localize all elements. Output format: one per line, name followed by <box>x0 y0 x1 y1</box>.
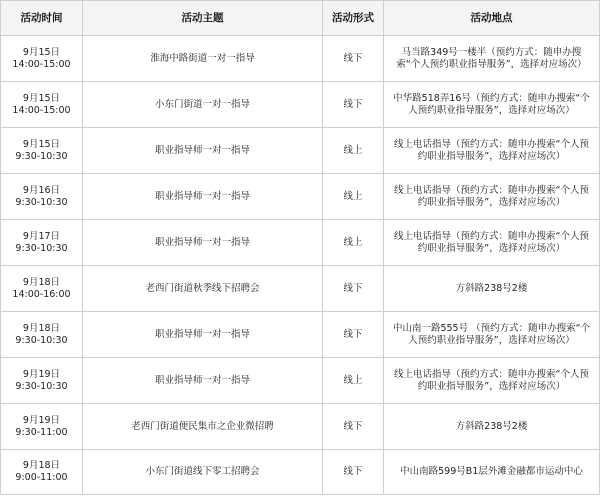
cell-topic: 小东门街道线下零工招聘会 <box>83 450 323 495</box>
cell-time <box>1 358 83 404</box>
cell-form: 线下 <box>323 404 384 450</box>
cell-hours: 14:00-15:00 <box>12 58 71 70</box>
cell-form: 线下 <box>323 266 384 312</box>
cell-topic: 职业指导师一对一指导 <box>83 174 323 220</box>
cell-form: 线下 <box>323 450 384 495</box>
cell-location: 线上电话指导（预约方式：随申办搜索“个人预约职业指导服务”，选择对应场次） <box>384 174 600 220</box>
cell-date: 9月18日 <box>22 276 61 288</box>
cell-time <box>1 82 83 128</box>
cell-date: 9月18日 <box>22 460 61 471</box>
cell-location: 方斜路238号2楼 <box>384 266 600 312</box>
cell-form: 线上 <box>323 128 384 174</box>
table-row <box>1 266 600 312</box>
table-row <box>1 312 600 358</box>
cell-location: 中山南一路555号 （预约方式：随申办搜索“个人预约职业指导服务”，选择对应场次） <box>384 312 600 358</box>
cell-hours: 14:00-15:00 <box>12 104 71 116</box>
cell-topic: 老西门街道秋季线下招聘会 <box>83 266 323 312</box>
cell-hours: 9:30-10:30 <box>15 334 68 346</box>
cell-hours: 9:30-10:30 <box>15 196 68 208</box>
cell-form: 线下 <box>323 82 384 128</box>
header-time: 活动时间 <box>1 1 83 36</box>
cell-time <box>1 266 83 312</box>
cell-topic: 职业指导师一对一指导 <box>83 128 323 174</box>
cell-form: 线上 <box>323 220 384 266</box>
cell-date: 9月19日 <box>22 368 61 380</box>
cell-date: 9月15日 <box>22 46 61 58</box>
cell-time <box>1 174 83 220</box>
cell-topic: 小东门街道一对一指导 <box>83 82 323 128</box>
cell-location: 方斜路238号2楼 <box>384 404 600 450</box>
cell-location: 中山南路599号B1层外滩金融都市运动中心 <box>384 450 600 495</box>
cell-hours: 14:00-16:00 <box>12 288 71 300</box>
cell-hours: 9:30-10:30 <box>15 380 68 392</box>
cell-topic: 老西门街道便民集市之企业微招聘 <box>83 404 323 450</box>
cell-hours: 9:00-11:00 <box>15 472 68 483</box>
cell-location: 线上电话指导（预约方式：随申办搜索“个人预约职业指导服务”，选择对应场次） <box>384 220 600 266</box>
cell-location: 线上电话指导（预约方式：随申办搜索“个人预约职业指导服务”，选择对应场次） <box>384 358 600 404</box>
cell-date: 9月17日 <box>22 230 61 242</box>
table-row <box>1 220 600 266</box>
cell-hours: 9:30-10:30 <box>15 150 68 162</box>
cell-location: 线上电话指导（预约方式：随申办搜索“个人预约职业指导服务”，选择对应场次） <box>384 128 600 174</box>
cell-form: 线下 <box>323 36 384 82</box>
table-row <box>1 174 600 220</box>
cell-hours: 9:30-10:30 <box>15 242 68 254</box>
cell-time <box>1 220 83 266</box>
table-row <box>1 450 600 495</box>
header-topic: 活动主题 <box>83 1 323 36</box>
cell-date: 9月15日 <box>22 138 61 150</box>
cell-topic: 淮海中路街道一对一指导 <box>83 36 323 82</box>
cell-date: 9月18日 <box>22 322 61 334</box>
table-row <box>1 358 600 404</box>
cell-topic: 职业指导师一对一指导 <box>83 358 323 404</box>
cell-date: 9月16日 <box>22 184 61 196</box>
cell-time <box>1 128 83 174</box>
cell-location: 中华路518弄16号（预约方式：随申办搜索“个人预约职业指导服务”，选择对应场次） <box>384 82 600 128</box>
cell-form: 线上 <box>323 358 384 404</box>
cell-time <box>1 404 83 450</box>
table-row <box>1 36 600 82</box>
table-row <box>1 404 600 450</box>
cell-date: 9月15日 <box>22 92 61 104</box>
cell-date: 9月19日 <box>22 414 61 426</box>
cell-time <box>1 36 83 82</box>
cell-form: 线上 <box>323 174 384 220</box>
cell-time <box>1 450 83 495</box>
table-header-row <box>1 1 600 36</box>
cell-form: 线下 <box>323 312 384 358</box>
header-form: 活动形式 <box>323 1 384 36</box>
cell-hours: 9:30-11:00 <box>15 426 68 438</box>
cell-location: 马当路349号一楼半（预约方式：随申办搜索“个人预约职业指导服务”，选择对应场次） <box>384 36 600 82</box>
cell-topic: 职业指导师一对一指导 <box>83 220 323 266</box>
table-row <box>1 128 600 174</box>
cell-time <box>1 312 83 358</box>
table-row <box>1 82 600 128</box>
cell-topic: 职业指导师一对一指导 <box>83 312 323 358</box>
header-location: 活动地点 <box>384 1 600 36</box>
